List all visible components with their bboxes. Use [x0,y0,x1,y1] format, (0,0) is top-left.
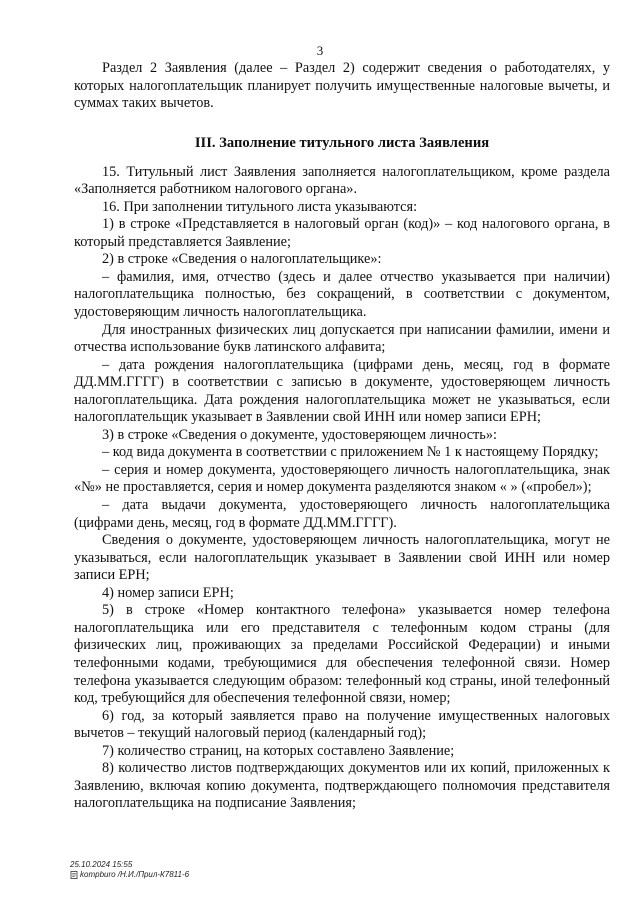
list-item-2: 2) в строке «Сведения о налогоплательщике»: [102,251,382,268]
list-item-5: 5) в строке «Номер контактного телефона» указывается номер телефона налогоплательщика или его представителя с телефонным кодом страны (для физических лиц, проживающих за пределами Российской Федерации) и иными телефонными кодами, требующимися для обеспечения телефонной связи. Номер телефона указывается следующим образом: телефонный код страны, иной телефонный код, требующийся для обеспечения телефонной связи, номер; [74,602,610,707]
list-item-7: 7) количество страниц, на которых составлено Заявление; [102,742,455,759]
footer [70,860,189,880]
list-item-3-series-number: – серия и номер документа, удостоверяющего личность налогоплательщика, знак «№» не проставляется, серия и номер документа разделяются знаком « » («пробел»); [74,461,610,496]
footer-doc-ref: kompburo /Н.И./Прил-К7811-6 [80,870,190,879]
document-body [74,60,610,813]
paragraph-15: 15. Титульный лист Заявления заполняется налогоплательщиком, кроме раздела «Заполняется работником налогового органа». [74,163,610,198]
footer-timestamp: 25.10.2024 15:55 [70,860,133,869]
paragraph-foreign-names: Для иностранных физических лиц допускается при написании фамилии, имени и отчества использование букв латинского алфавита; [74,321,610,356]
list-item-3-issue-date: – дата выдачи документа, удостоверяющего личность налогоплательщика (цифрами день, месяц, год в формате ДД.ММ.ГГГГ). [74,497,610,531]
paragraph-16: 16. При заполнении титульного листа указываются: [102,198,418,215]
list-item-2-birthdate: – дата рождения налогоплательщика (цифрами день, месяц, год в формате ДД.ММ.ГГГГ) в соответствии с записью в документе, удостоверяющем личность налогоплательщика. Дата рождения налогоплательщика может не указываться, если налогоплательщик указывает в Заявлении свой ИНН или номер записи ЕРН; [74,356,610,426]
list-item-2-name: – фамилия, имя, отчество (здесь и далее отчество указывается при наличии) налогоплательщика полностью, без сокращений, в соответствии с документом, удостоверяющим личность налогоплательщика. [74,268,610,321]
page-number: 3 [316,43,324,58]
list-item-8: 8) количество листов подтверждающих документов или их копий, приложенных к Заявлению, включая копию документа, подтверждающего полномочия представителя налогоплательщика на подписание Заявления; [74,760,610,812]
list-item-4: 4) номер записи ЕРН; [102,584,234,601]
list-item-3-doc-code: – код вида документа в соответствии с приложением № 1 к настоящему Порядку; [102,444,599,461]
list-item-6: 6) год, за который заявляется право на получение имущественных налоговых вычетов – текущий налоговый период (календарный год); [74,707,610,742]
footer-doc-row [70,870,189,880]
section-heading: III. Заполнение титульного листа Заявления [194,134,490,151]
document-icon [70,871,78,879]
list-item-3: 3) в строке «Сведения о документе, удостоверяющем личность»: [102,426,497,443]
paragraph-doc-optional: Сведения о документе, удостоверяющем личность налогоплательщика, могут не указываться, если налогоплательщик указывает в Заявлении свой ИНН или номер записи ЕРН; [74,532,610,584]
paragraph-section-2: Раздел 2 Заявления (далее – Раздел 2) содержит сведения о работодателях, у которых налогоплательщик планирует получить имущественные налоговые вычеты, и суммах таких вычетов. [74,60,610,112]
list-item-1: 1) в строке «Представляется в налоговый орган (код)» – код налогового органа, в который представляется Заявление; [74,216,610,250]
